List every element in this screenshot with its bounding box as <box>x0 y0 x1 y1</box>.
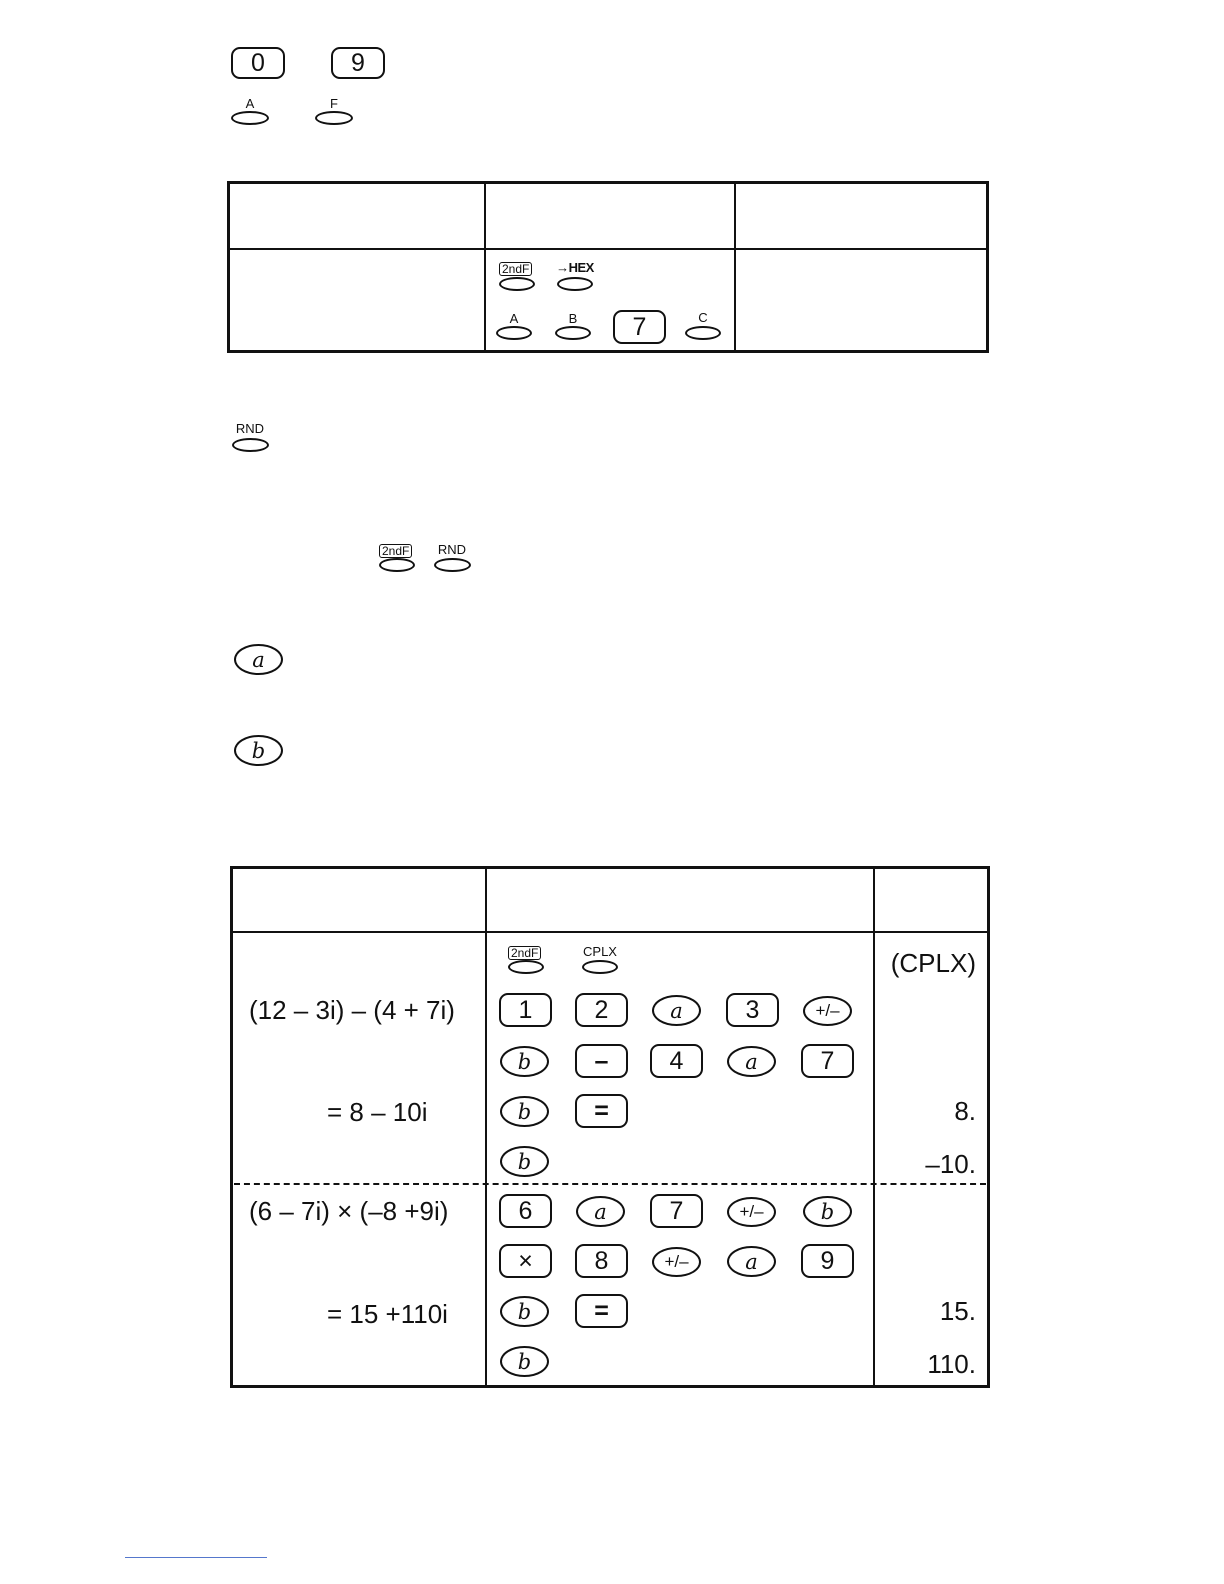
key-0: 0 <box>231 47 285 79</box>
hex-2ndf-label: 2ndF <box>499 262 532 276</box>
hex-b-label: B <box>568 311 578 326</box>
ex2-key-8: 8 <box>575 1244 628 1278</box>
ex1-key-a-2: a <box>727 1046 776 1077</box>
cplx-2ndf-label: 2ndF <box>508 946 541 960</box>
rnd-combo-rnd-key <box>434 558 471 572</box>
hex-b-key <box>555 326 591 340</box>
hex-tohex-key <box>557 277 593 291</box>
footer-rule <box>125 1557 267 1558</box>
rnd-combo-rnd-label: RND <box>437 542 467 557</box>
ex2-key-equals: = <box>575 1294 628 1328</box>
cplx-label: CPLX <box>583 944 617 959</box>
ex2-key-9: 9 <box>801 1244 854 1278</box>
ex2-key-b-1: b <box>803 1196 852 1227</box>
hex-table-header-divider <box>229 248 987 250</box>
key-b-complex: b <box>234 735 283 766</box>
key-f-label: F <box>330 96 338 111</box>
rnd-label: RND <box>235 421 265 436</box>
ex2-key-a-1: a <box>576 1196 625 1227</box>
hex-a-key <box>496 326 532 340</box>
rnd-key <box>232 438 269 452</box>
cplx-mode-result: (CPLX) <box>890 948 976 978</box>
ex1-key-1: 1 <box>499 993 552 1027</box>
key-f-hex <box>315 111 353 125</box>
ex1-key-2: 2 <box>575 993 628 1027</box>
hex-c-key <box>685 326 721 340</box>
complex-table-example-separator <box>234 1183 986 1185</box>
cplx-2ndf-key <box>508 960 544 974</box>
ex2-key-multiply: × <box>499 1244 552 1278</box>
hex-c-label: C <box>698 310 708 325</box>
hex-table-col-divider-2 <box>734 183 736 351</box>
ex1-key-sign-1: +/– <box>803 996 852 1026</box>
key-a-hex <box>231 111 269 125</box>
ex2-key-7: 7 <box>650 1194 703 1228</box>
cplx-key <box>582 960 618 974</box>
key-a-label: A <box>245 96 255 111</box>
hex-a-label: A <box>509 311 519 326</box>
ex2-key-sign-1: +/– <box>727 1197 776 1227</box>
ex2-result-real: 15. <box>939 1296 976 1326</box>
key-a-complex: a <box>234 644 283 675</box>
ex1-result-imag: –10. <box>925 1149 976 1179</box>
hex-table-col-divider-1 <box>484 183 486 351</box>
complex-table-header-divider <box>232 931 988 933</box>
ex2-key-sign-2: +/– <box>652 1247 701 1277</box>
ex1-key-3: 3 <box>726 993 779 1027</box>
ex1-answer: = 8 – 10i <box>327 1097 428 1127</box>
ex1-key-7: 7 <box>801 1044 854 1078</box>
ex1-key-b-2: b <box>500 1096 549 1127</box>
ex1-key-minus: – <box>575 1044 628 1078</box>
ex2-expression: (6 – 7i) × (–8 +9i) <box>249 1196 449 1226</box>
ex1-expression: (12 – 3i) – (4 + 7i) <box>249 995 455 1025</box>
complex-table-col-divider-2 <box>873 868 875 1386</box>
ex1-result-real: 8. <box>954 1096 976 1126</box>
key-9: 9 <box>331 47 385 79</box>
complex-table-col-divider-1 <box>485 868 487 1386</box>
hex-2ndf-key <box>499 277 535 291</box>
ex2-answer: = 15 +110i <box>327 1299 448 1329</box>
ex2-key-b-3: b <box>500 1346 549 1377</box>
ex1-key-4: 4 <box>650 1044 703 1078</box>
ex2-key-b-2: b <box>500 1296 549 1327</box>
ex1-key-a-1: a <box>652 995 701 1026</box>
ex2-result-imag: 110. <box>927 1349 976 1379</box>
ex1-key-equals: = <box>575 1094 628 1128</box>
hex-tohex-label: →HEX <box>556 260 594 275</box>
ex2-key-a-2: a <box>727 1246 776 1277</box>
ex2-key-6: 6 <box>499 1194 552 1228</box>
rnd-combo-2ndf-label: 2ndF <box>379 544 412 558</box>
hex-example-table <box>227 181 989 353</box>
rnd-combo-2ndf-key <box>379 558 415 572</box>
hex-7-key: 7 <box>613 310 666 344</box>
ex1-key-b-3: b <box>500 1146 549 1177</box>
ex1-key-b-1: b <box>500 1046 549 1077</box>
